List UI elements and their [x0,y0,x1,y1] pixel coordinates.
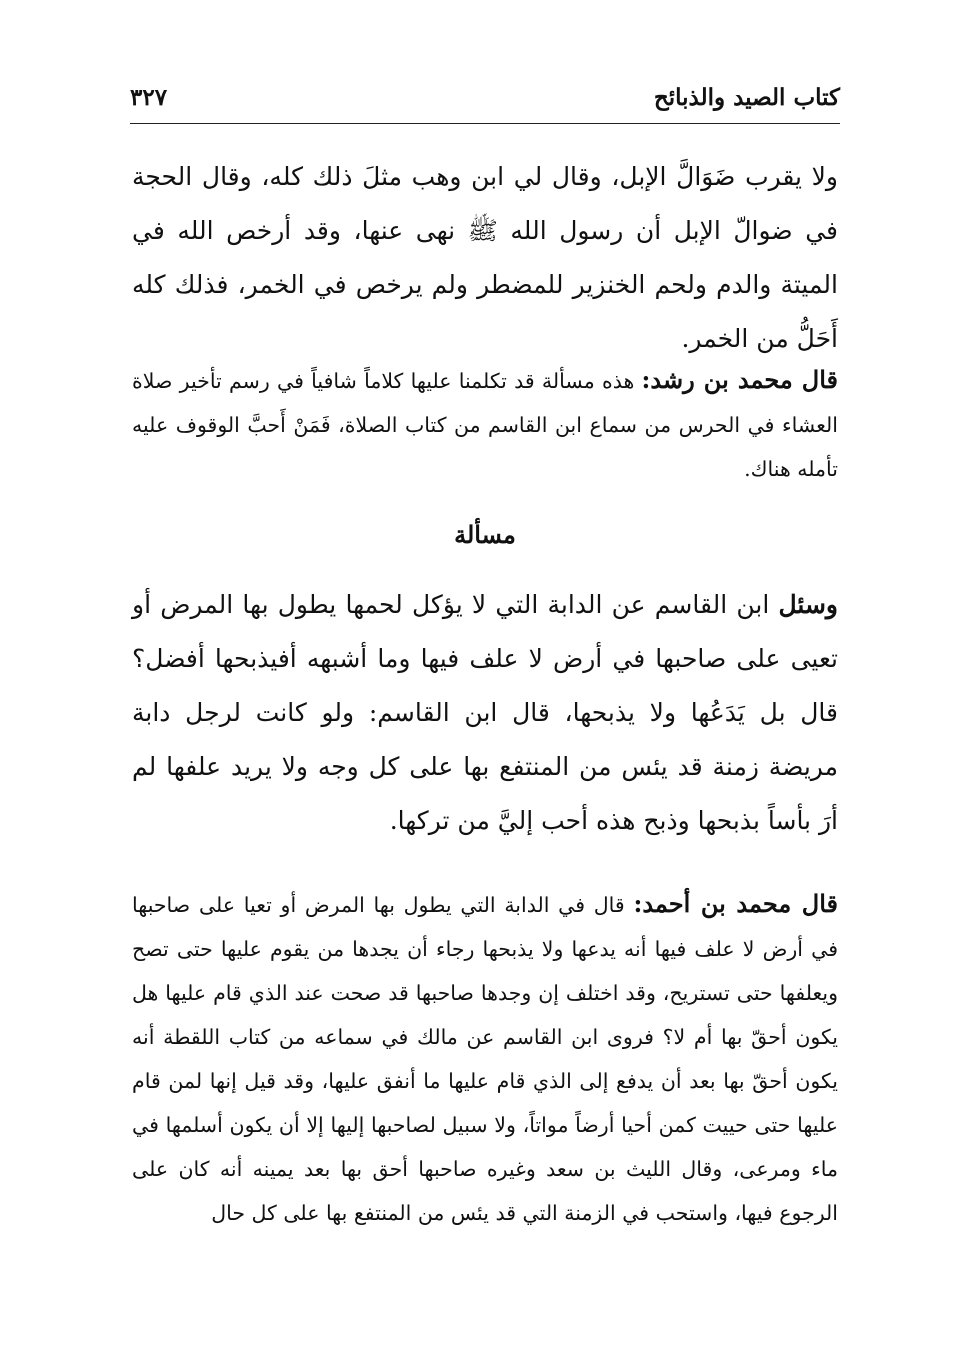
paragraph-text: ولا يقرب ضَوَالَّ الإبل، وقال لي ابن وهب مثلَ ذلك كله، وقال الحجة في ضوالّ الإبل أن رسول الله ﷺ نهى عنها، وقد أرخص الله في الميتة والدم ولحم الخنزير للمضطر ولم يرخص في الخمر، فذلك كله أَحَلُّ من الخمر. [132,162,838,353]
commentary-lead: قال محمد بن رشد: [641,365,838,394]
commentary-lead: قال محمد بن أحمد: [633,889,839,918]
paragraph-commentary [132,358,838,491]
paragraph-text: قال في الدابة التي يطول بها المرض أو تعيا على صاحبها في أرض لا علف فيها أنه يدعها ولا يذبحها رجاء أن يجدها من يقوم عليها حتى تصح ويعلفها حتى تستريح، وقد اختلف إن وجدها صاحبها قد صحت عند الذي قام عليها هل يكون أحقّ بها أم لا؟ فروى ابن القاسم عن مالك في سماعه من كتاب اللقطة أنه يكون أحقّ بها بعد أن يدفع إلى الذي قام عليها ما أنفق عليها، وقد قيل إنها لمن قام عليها حتى حييت كمن أحيا أرضاً مواتاً، ولا سبيل لصاحبها إليها إلا أن يكون أسلمها في ماء ومرعى، وقال الليث بن سعد وغيره صاحبها أحق بها بعد يمينه أنه كان على الرجوع فيها، واستحب في الزمنة التي قد يئس من المنتفع بها على كل حال [132,893,838,1225]
chapter-title: كتاب الصيد والذبائح [653,84,840,111]
page-number: ٣٢٧ [130,84,168,111]
paragraph-question [132,578,838,848]
question-lead: وسئل [778,590,838,619]
section-heading: مسألة [454,520,516,549]
running-header [130,78,840,124]
header-rule [130,123,840,124]
paragraph-text: هذه مسألة قد تكلمنا عليها كلاماً شافياً في رسم تأخير صلاة العشاء في الحرس من سماع ابن القاسم من كتاب الصلاة، فَمَنْ أَحبَّ الوقوف عليه تأمله هناك. [132,369,838,481]
paragraph-commentary [132,882,838,1235]
paragraph-text: ابن القاسم عن الدابة التي لا يؤكل لحمها يطول بها المرض أو تعيى على صاحبها في أرض لا علف فيها وما أشبهه أفيذبحها أفضل؟ قال بل يَدَعُها ولا يذبحها، قال ابن القاسم: ولو كانت لرجل دابة مريضة زمنة قد يئس من المنتفع بها على كل وجه ولا يريد علفها لم أرَ بأساً بذبحها وذبح هذه أحب إليَّ من تركها. [132,590,838,835]
paragraph-quote-continuation [132,150,838,366]
